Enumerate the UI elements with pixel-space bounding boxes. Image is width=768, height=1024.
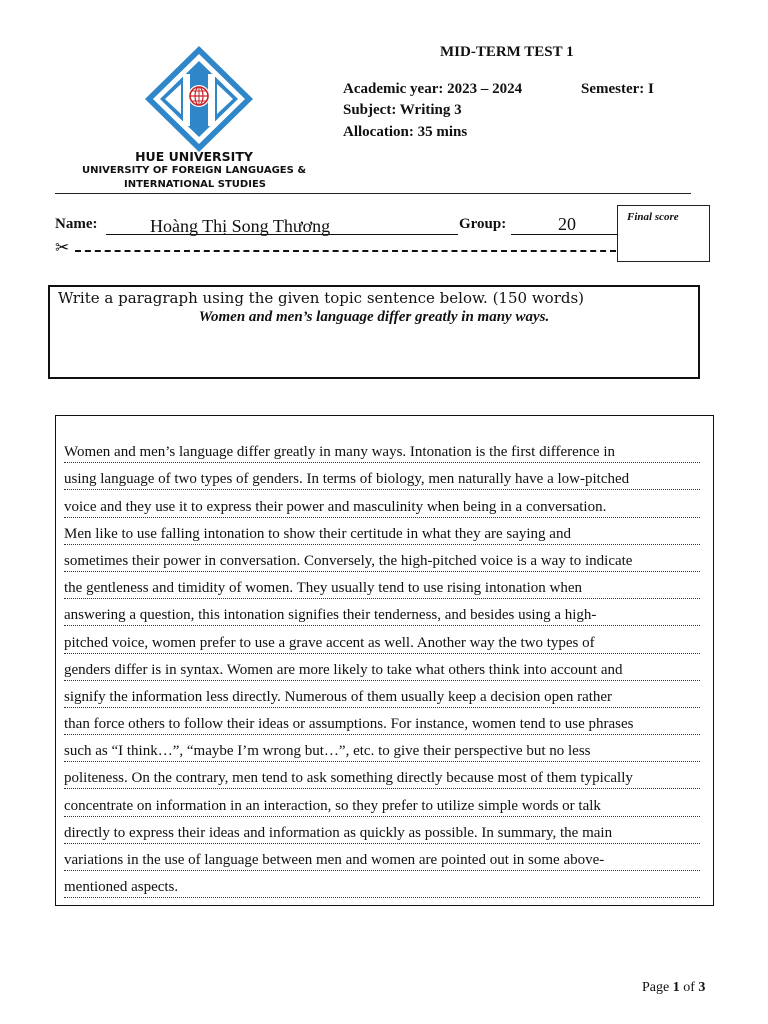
test-title: MID-TERM TEST 1: [440, 44, 574, 60]
answer-line: using language of two types of genders. In terms of biology, men naturally have a low-pitched: [64, 463, 700, 490]
academic-year: Academic year: 2023 – 2024: [343, 81, 523, 97]
header-divider: [55, 193, 691, 194]
answer-line: such as “I think…”, “maybe I’m wrong but…”, etc. to give their perspective but no less: [64, 735, 700, 762]
answer-line: variations in the use of language between men and women are pointed out in some above-: [64, 844, 700, 871]
answer-line: directly to express their ideas and information as quickly as possible. In summary, the main: [64, 817, 700, 844]
answer-line: Men like to use falling intonation to show their certitude in what they are saying and: [64, 518, 700, 545]
answer-line: than force others to follow their ideas or assumptions. For instance, women tend to use phrases: [64, 708, 700, 735]
student-name: Hoàng Thị Song Thương: [150, 216, 331, 236]
group-label: Group:: [459, 216, 507, 232]
university-name: HUE UNIVERSITY: [135, 149, 253, 164]
answer-line: politeness. On the contrary, men tend to ask something directly because most of them typically: [64, 762, 700, 789]
answer-line: mentioned aspects.: [64, 871, 700, 898]
answer-line: genders differ is in syntax. Women are more likely to take what others think into account and: [64, 654, 700, 681]
university-logo: [143, 44, 255, 154]
subject: Subject: Writing 3: [343, 102, 462, 118]
answer-line: the gentleness and timidity of women. They usually tend to use rising intonation when: [64, 572, 700, 599]
answer-line: sometimes their power in conversation. Conversely, the high-pitched voice is a way to indicate: [64, 545, 700, 572]
answer-line: answering a question, this intonation signifies their tenderness, and besides using a high-: [64, 599, 700, 626]
scissors-icon: ✂: [55, 238, 70, 257]
name-label: Name:: [55, 216, 98, 232]
final-score-label: Final score: [627, 211, 679, 223]
group-number: 20: [558, 214, 576, 234]
faculty-name-line1: UNIVERSITY OF FOREIGN LANGUAGES &: [81, 165, 307, 176]
answer-line: Women and men’s language differ greatly in many ways. Intonation is the first difference in: [64, 436, 700, 463]
answer-line: pitched voice, women prefer to use a grave accent as well. Another way the two types of: [64, 626, 700, 653]
answer-line: signify the information less directly. Numerous of them usually keep a decision open rather: [64, 681, 700, 708]
answer-line: concentrate on information in an interaction, so they prefer to utilize simple words or talk: [64, 789, 700, 816]
prompt-topic-sentence: Women and men’s language differ greatly in many ways.: [198, 309, 550, 325]
faculty-name-line2: INTERNATIONAL STUDIES: [124, 179, 266, 190]
cut-line: [75, 250, 616, 252]
semester: Semester: I: [581, 81, 654, 97]
prompt-instruction: Write a paragraph using the given topic sentence below. (150 words): [58, 289, 585, 307]
allocation: Allocation: 35 mins: [343, 124, 468, 140]
page-number: Page 1 of 3: [642, 980, 706, 995]
answer-line: voice and they use it to express their power and masculinity when being in a conversation.: [64, 490, 700, 517]
answer-paragraph: [64, 436, 700, 898]
